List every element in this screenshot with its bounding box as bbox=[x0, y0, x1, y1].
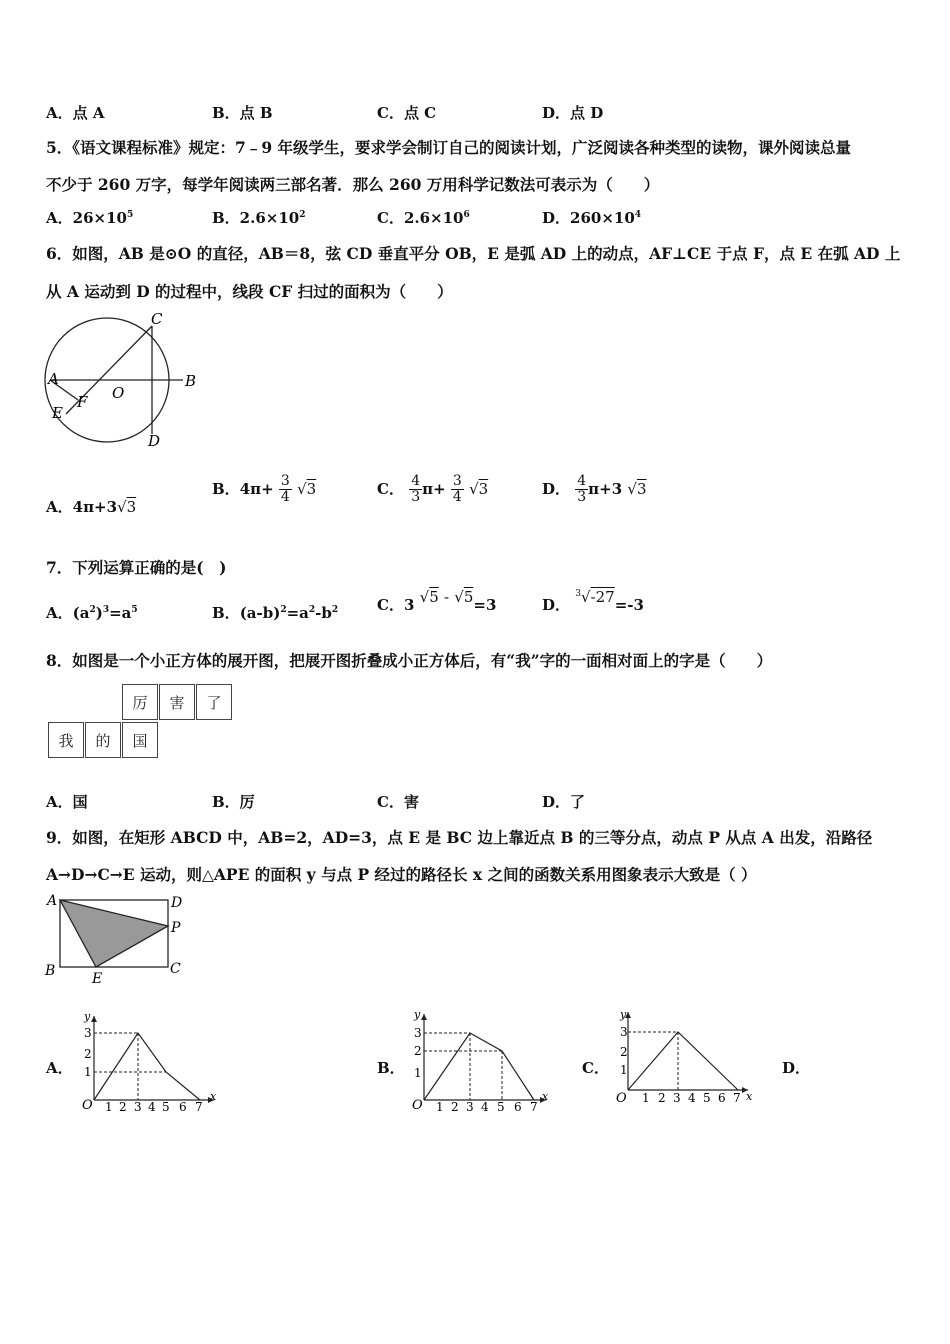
origin-label: O bbox=[412, 1098, 423, 1112]
q7-option-d: D． $^3$√-27=-3 bbox=[542, 588, 644, 614]
y-tick: 1 bbox=[620, 1063, 628, 1077]
q6-option-c: C． $\frac{4}{3}$ π+ $\frac{3}{4}$ √3 bbox=[377, 473, 489, 506]
x-tick: 6 bbox=[179, 1100, 187, 1112]
x-axis-label: x bbox=[210, 1090, 217, 1103]
q9-stem-line1: 9．如图，在矩形 ABCD 中，AB=2，AD=3，点 E 是 BC 边上靠近点 B 的三等分点，动点 P 从点 A 出发，沿路径 bbox=[46, 828, 873, 847]
net-cell-hai: 害 bbox=[159, 684, 195, 720]
q5-stem-line2: 不少于 260 万字，每学年阅读两三部名著．那么 260 万用科学记数法可表示为（ ） bbox=[46, 175, 660, 194]
q9-option-b-label: B． bbox=[377, 1059, 405, 1077]
q9-option-a-label: A． bbox=[46, 1059, 73, 1077]
origin-label: O bbox=[616, 1091, 627, 1106]
q9-option-d-label: D． bbox=[782, 1059, 811, 1077]
q6-option-d: D． $\frac{4}{3}$ π+3 √3 bbox=[542, 473, 647, 506]
label-p: P bbox=[171, 920, 181, 936]
label-f: F bbox=[77, 393, 88, 411]
q8-stem: 8．如图是一个小正方体的展开图，把展开图折叠成小正方体后，有“我”字的一面相对面上的字是（ ） bbox=[46, 651, 773, 670]
x-tick: 6 bbox=[718, 1091, 726, 1105]
q9-graph-a bbox=[74, 1008, 224, 1112]
y-tick: 2 bbox=[84, 1047, 92, 1061]
q5-option-a: A．$26\times 10^5$ bbox=[46, 209, 134, 227]
x-tick: 1 bbox=[105, 1100, 113, 1112]
label-o: O bbox=[112, 384, 125, 402]
y-tick: 3 bbox=[84, 1026, 92, 1040]
label-a: A bbox=[48, 370, 59, 388]
x-tick: 7 bbox=[195, 1100, 203, 1112]
label-d: D bbox=[148, 432, 161, 450]
y-axis-label: y bbox=[414, 1008, 421, 1021]
x-tick: 7 bbox=[530, 1100, 538, 1112]
y-tick: 1 bbox=[84, 1065, 92, 1079]
y-axis-label: y bbox=[84, 1010, 91, 1023]
label-a: A bbox=[47, 893, 58, 909]
q4-option-d: D．点 D bbox=[542, 104, 604, 122]
q4-option-c: C．点 C bbox=[377, 104, 437, 122]
x-tick: 5 bbox=[162, 1100, 170, 1112]
q5-stem-line1: 5．《语文课程标准》规定：7﹣9 年级学生，要求学会制订自己的阅读计划，广泛阅读各种类型的读物，课外阅读总量 bbox=[46, 138, 852, 157]
x-tick: 3 bbox=[134, 1100, 142, 1112]
q9-graph-c bbox=[608, 1008, 758, 1112]
q8-option-d: D．了 bbox=[542, 793, 586, 811]
x-tick: 6 bbox=[514, 1100, 522, 1112]
y-tick: 3 bbox=[620, 1025, 628, 1039]
q6-option-b: B．4π+ $\frac{3}{4}$ √3 bbox=[212, 473, 317, 506]
q7-stem: 7．下列运算正确的是( ) bbox=[46, 558, 227, 577]
y-tick: 2 bbox=[414, 1044, 422, 1058]
net-cell-wo: 我 bbox=[48, 722, 84, 758]
q8-option-a: A．国 bbox=[46, 793, 88, 811]
origin-label: O bbox=[82, 1098, 93, 1112]
q8-option-b: B．厉 bbox=[212, 793, 255, 811]
x-tick: 4 bbox=[148, 1100, 156, 1112]
q6-circle-figure bbox=[44, 310, 204, 450]
y-tick: 1 bbox=[414, 1066, 422, 1080]
x-tick: 4 bbox=[688, 1091, 696, 1105]
label-e: E bbox=[52, 404, 63, 422]
net-cell-de: 的 bbox=[85, 722, 121, 758]
y-tick: 2 bbox=[620, 1045, 628, 1059]
net-cell-li: 厉 bbox=[122, 684, 158, 720]
q4-option-b: B．点 B bbox=[212, 104, 273, 122]
label-c: C bbox=[151, 310, 163, 328]
y-axis-label: y bbox=[620, 1008, 627, 1021]
x-tick: 4 bbox=[481, 1100, 489, 1112]
label-b: B bbox=[185, 372, 197, 390]
q6-stem-line1: 6．如图，AB 是⊙O 的直径，AB＝8，弦 CD 垂直平分 OB，E 是弧 AD 上的动点，AF⊥CE 于点 F，点 E 在弧 AD 上 bbox=[46, 244, 901, 263]
y-tick: 3 bbox=[414, 1026, 422, 1040]
label-c: C bbox=[170, 961, 181, 977]
net-cell-guo: 国 bbox=[122, 722, 158, 758]
q7-option-c: C．3 √5 - √5=3 bbox=[377, 588, 497, 614]
q7-option-b: B．$(a-b)^2=a^2-b^2$ bbox=[212, 604, 339, 622]
x-tick: 2 bbox=[451, 1100, 459, 1112]
x-tick: 2 bbox=[658, 1091, 666, 1105]
x-tick: 3 bbox=[673, 1091, 681, 1105]
q9-stem-line2: A→D→C→E 运动，则△APE 的面积 y 与点 P 经过的路径长 x 之间的函数关系用图象表示大致是（ ） bbox=[46, 865, 757, 884]
x-tick: 3 bbox=[466, 1100, 474, 1112]
q5-option-c: C．$2.6\times 10^6$ bbox=[377, 209, 470, 227]
q5-option-d: D．$260\times 10^4$ bbox=[542, 209, 642, 227]
x-tick: 5 bbox=[497, 1100, 505, 1112]
x-tick: 5 bbox=[703, 1091, 711, 1105]
q6-stem-line2: 从 A 运动到 D 的过程中，线段 CF 扫过的面积为（ ） bbox=[46, 282, 453, 301]
x-axis-label: x bbox=[746, 1090, 753, 1103]
q9-graph-b bbox=[404, 1006, 554, 1112]
x-tick: 7 bbox=[733, 1091, 741, 1105]
q7-option-a: A．$(a^2)^3=a^5$ bbox=[46, 604, 138, 622]
q9-rectangle-figure bbox=[42, 890, 192, 990]
label-d: D bbox=[171, 895, 183, 911]
label-b: B bbox=[45, 963, 56, 979]
label-e: E bbox=[92, 971, 103, 987]
x-axis-label: x bbox=[542, 1090, 549, 1103]
x-tick: 1 bbox=[642, 1091, 650, 1105]
q8-cube-net bbox=[48, 684, 240, 762]
q9-option-c-label: C． bbox=[582, 1059, 609, 1077]
q8-option-c: C．害 bbox=[377, 793, 419, 811]
x-tick: 2 bbox=[119, 1100, 127, 1112]
q6-option-a: A．4π+3√3 bbox=[46, 498, 137, 516]
net-cell-le: 了 bbox=[196, 684, 232, 720]
q4-option-a: A．点 A bbox=[46, 104, 105, 122]
x-tick: 1 bbox=[436, 1100, 444, 1112]
q5-option-b: B．$2.6\times 10^2$ bbox=[212, 209, 306, 227]
